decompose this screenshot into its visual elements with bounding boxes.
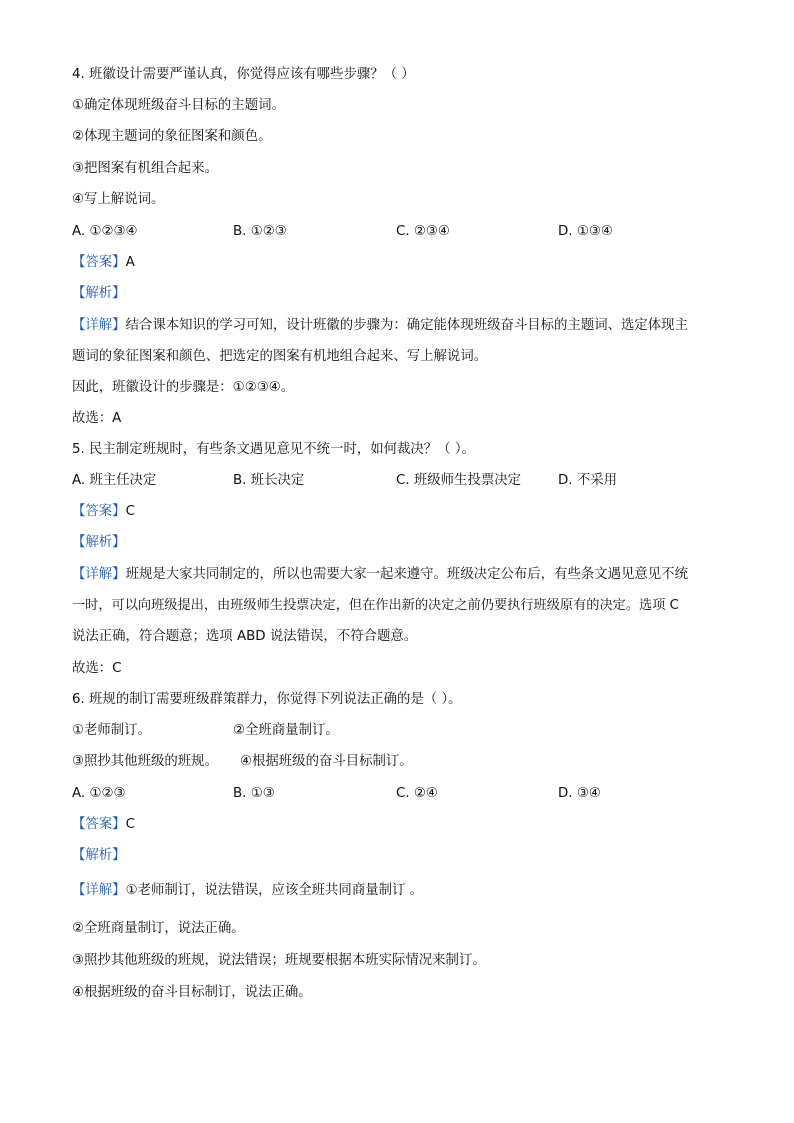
answer-tag: 【答案】 bbox=[72, 255, 126, 270]
question-6-option-c: C. ②④ bbox=[396, 786, 438, 801]
question-6-detail-line-1 bbox=[72, 882, 423, 900]
answer-tag: 【答案】 bbox=[72, 504, 126, 519]
question-6-detail-line-3: ③照抄其他班级的班规，说法错误；班规要根据本班实际情况来制订。 bbox=[72, 953, 486, 968]
detail-text: 班规是大家共同制定的，所以也需要大家一起来遵守。班级决定公布后，有些条文遇见意见不统 bbox=[125, 567, 688, 582]
question-4-statement-3: ③把图案有机组合起来。 bbox=[72, 161, 218, 176]
question-6-statement-2: ②全班商量制订。 bbox=[233, 723, 339, 738]
question-5-detail-line-1 bbox=[72, 566, 688, 584]
question-6-stem: 6. 班规的制订需要班级群策群力，你觉得下列说法正确的是（ ）。 bbox=[72, 692, 462, 707]
detail-text: ①老师制订，说法错误，应该全班共同商量制订 。 bbox=[125, 883, 424, 898]
question-6-detail-line-4: ④根据班级的奋斗目标制订，说法正确。 bbox=[72, 985, 312, 1000]
answer-value: C bbox=[125, 817, 135, 832]
question-6-option-a: A. ①②③ bbox=[72, 786, 126, 801]
question-4-detail-line-3: 因此，班徽设计的步骤是：①②③④。 bbox=[72, 380, 295, 395]
question-4-option-c: C. ②③④ bbox=[396, 224, 450, 239]
question-6-statement-3: ③照抄其他班级的班规。 bbox=[72, 754, 218, 769]
answer-value: A bbox=[125, 255, 135, 270]
question-4-statement-2: ②体现主题词的象征图案和颜色。 bbox=[72, 129, 272, 144]
question-4-statement-4: ④写上解说词。 bbox=[72, 192, 165, 207]
detail-text: 结合课本知识的学习可知，设计班徽的步骤为：确定能体现班级奋斗目标的主题词、选定体现主 bbox=[125, 318, 688, 333]
question-4-answer-line bbox=[72, 254, 135, 272]
question-6-statement-4: ④根据班级的奋斗目标制订。 bbox=[240, 754, 413, 769]
question-6-statement-1: ①老师制订。 bbox=[72, 723, 151, 738]
question-4-option-b: B. ①②③ bbox=[233, 224, 287, 239]
question-5-option-b: B. 班长决定 bbox=[233, 473, 305, 488]
question-6-option-d: D. ③④ bbox=[558, 786, 601, 801]
question-4-option-d: D. ①③④ bbox=[558, 224, 613, 239]
question-5-option-a: A. 班主任决定 bbox=[72, 473, 157, 488]
answer-value: C bbox=[125, 504, 135, 519]
question-5-option-c: C. 班级师生投票决定 bbox=[396, 473, 521, 488]
question-5-stem: 5. 民主制定班规时，有些条文遇见意见不统一时，如何裁决？（ ）。 bbox=[72, 442, 475, 457]
detail-tag: 【详解】 bbox=[72, 318, 126, 333]
question-5-answer-line bbox=[72, 503, 135, 521]
question-4-statement-1: ①确定体现班级奋斗目标的主题词。 bbox=[72, 98, 285, 113]
detail-tag: 【详解】 bbox=[72, 883, 126, 898]
question-4-detail-line-2: 题词的象征图案和颜色、把选定的图案有机地组合起来、写上解说词。 bbox=[72, 349, 488, 364]
question-4-detail-line-1 bbox=[72, 317, 688, 335]
question-6-detail-line-2: ②全班商量制订，说法正确。 bbox=[72, 921, 245, 936]
detail-tag: 【详解】 bbox=[72, 567, 126, 582]
question-4-option-a: A. ①②③④ bbox=[72, 224, 138, 239]
question-5-detail-line-3: 说法正确，符合题意；选项 ABD 说法错误，不符合题意。 bbox=[72, 629, 418, 644]
question-5-analysis-tag: 【解析】 bbox=[72, 535, 126, 550]
question-4-stem: 4. 班徽设计需要严谨认真，你觉得应该有哪些步骤？（ ） bbox=[72, 67, 415, 82]
question-5-choice: 故选：C bbox=[72, 661, 122, 676]
question-6-option-b: B. ①③ bbox=[233, 786, 275, 801]
question-5-detail-line-2: 一时，可以向班级提出，由班级师生投票决定，但在作出新的决定之前仍要执行班级原有的决定。选项 C bbox=[72, 598, 679, 613]
answer-tag: 【答案】 bbox=[72, 817, 126, 832]
question-6-answer-line bbox=[72, 816, 135, 834]
question-5-option-d: D. 不采用 bbox=[558, 473, 617, 488]
question-4-analysis-tag: 【解析】 bbox=[72, 286, 126, 301]
question-6-analysis-tag: 【解析】 bbox=[72, 848, 126, 863]
question-4-choice: 故选：A bbox=[72, 411, 122, 426]
